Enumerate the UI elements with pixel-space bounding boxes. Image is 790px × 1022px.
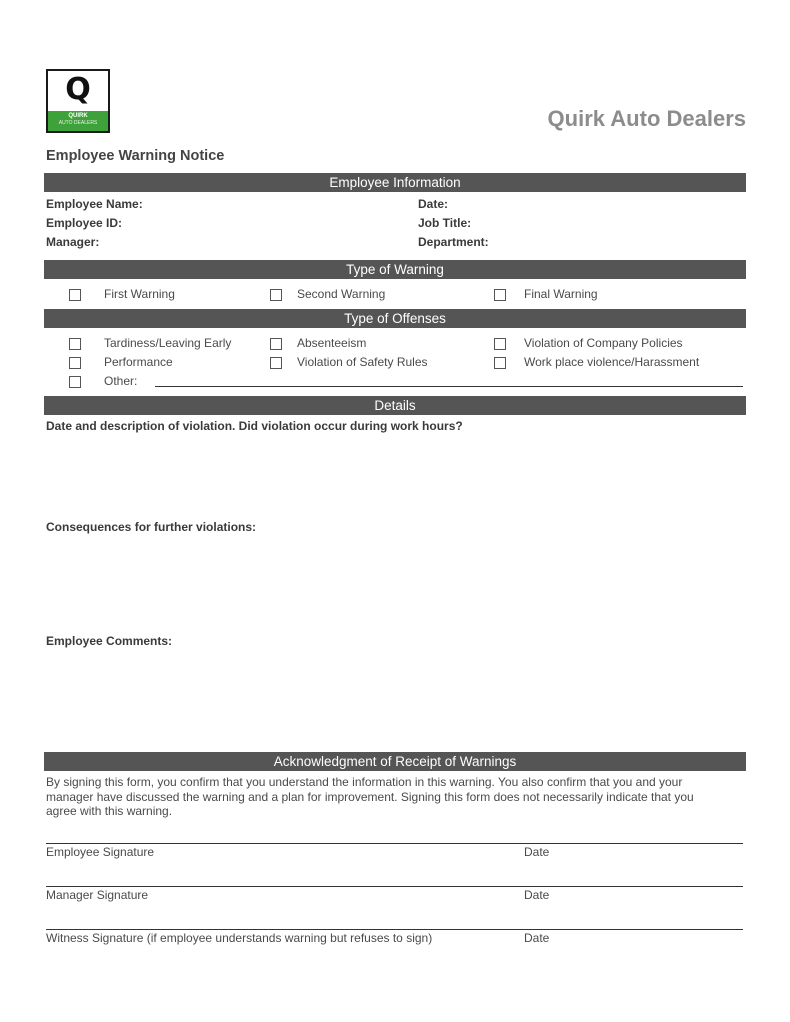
employee-signature-date-label: Date — [524, 845, 550, 859]
section-header-employee-information: Employee Information — [44, 173, 746, 192]
section-header-details: Details — [44, 396, 746, 415]
witness-signature-line[interactable] — [46, 929, 743, 930]
performance-checkbox[interactable] — [69, 357, 81, 369]
company-policies-label: Violation of Company Policies — [524, 336, 683, 350]
employee-name-label: Employee Name: — [46, 197, 143, 211]
job-title-label: Job Title: — [418, 216, 472, 230]
tardiness-label: Tardiness/Leaving Early — [104, 336, 232, 350]
safety-rules-label: Violation of Safety Rules — [297, 355, 428, 369]
absenteeism-checkbox[interactable] — [270, 338, 282, 350]
logo-text-line1: QUIRK — [68, 113, 88, 119]
other-checkbox[interactable] — [69, 376, 81, 388]
final-warning-label: Final Warning — [524, 287, 598, 301]
company-policies-checkbox[interactable] — [494, 338, 506, 350]
logo-text-line2: AUTO DEALERS — [58, 120, 98, 126]
employee-id-label: Employee ID: — [46, 216, 123, 230]
manager-signature-label: Manager Signature — [46, 888, 149, 902]
tardiness-checkbox[interactable] — [69, 338, 81, 350]
other-fill-line[interactable] — [155, 386, 743, 387]
employee-signature-label: Employee Signature — [46, 845, 155, 859]
final-warning-checkbox[interactable] — [494, 289, 506, 301]
company-logo — [46, 69, 110, 133]
manager-label: Manager: — [46, 235, 100, 249]
consequences-label: Consequences for further violations: — [46, 520, 257, 534]
department-label: Department: — [418, 235, 489, 249]
witness-signature-label: Witness Signature (if employee understands warning but refuses to sign) — [46, 931, 433, 945]
violation-description-label: Date and description of violation. Did violation occur during work hours? — [46, 419, 463, 433]
employee-comments-label: Employee Comments: — [46, 634, 173, 648]
acknowledgment-text: By signing this form, you confirm that you understand the information in this warning. You also confirm that you and your manager have discussed the warning and a plan for improvement. Signing this form does not necessarily indicate that you agree with this warning. — [46, 775, 694, 818]
performance-label: Performance — [104, 355, 173, 369]
manager-signature-date-label: Date — [524, 888, 550, 902]
form-title: Employee Warning Notice — [46, 148, 225, 164]
logo-letter: Q — [65, 72, 91, 107]
section-header-type-of-offenses: Type of Offenses — [44, 309, 746, 328]
violence-harassment-checkbox[interactable] — [494, 357, 506, 369]
violence-harassment-label: Work place violence/Harassment — [524, 355, 700, 369]
second-warning-label: Second Warning — [297, 287, 386, 301]
second-warning-checkbox[interactable] — [270, 289, 282, 301]
first-warning-checkbox[interactable] — [69, 289, 81, 301]
safety-rules-checkbox[interactable] — [270, 357, 282, 369]
manager-signature-line[interactable] — [46, 886, 743, 887]
other-label: Other: — [104, 374, 138, 388]
first-warning-label: First Warning — [104, 287, 175, 301]
absenteeism-label: Absenteeism — [297, 336, 367, 350]
company-name: Quirk Auto Dealers — [547, 106, 746, 131]
section-header-acknowledgment: Acknowledgment of Receipt of Warnings — [44, 752, 746, 771]
witness-signature-date-label: Date — [524, 931, 550, 945]
section-header-type-of-warning: Type of Warning — [44, 260, 746, 279]
employee-signature-line[interactable] — [46, 843, 743, 844]
date-label: Date: — [418, 197, 449, 211]
